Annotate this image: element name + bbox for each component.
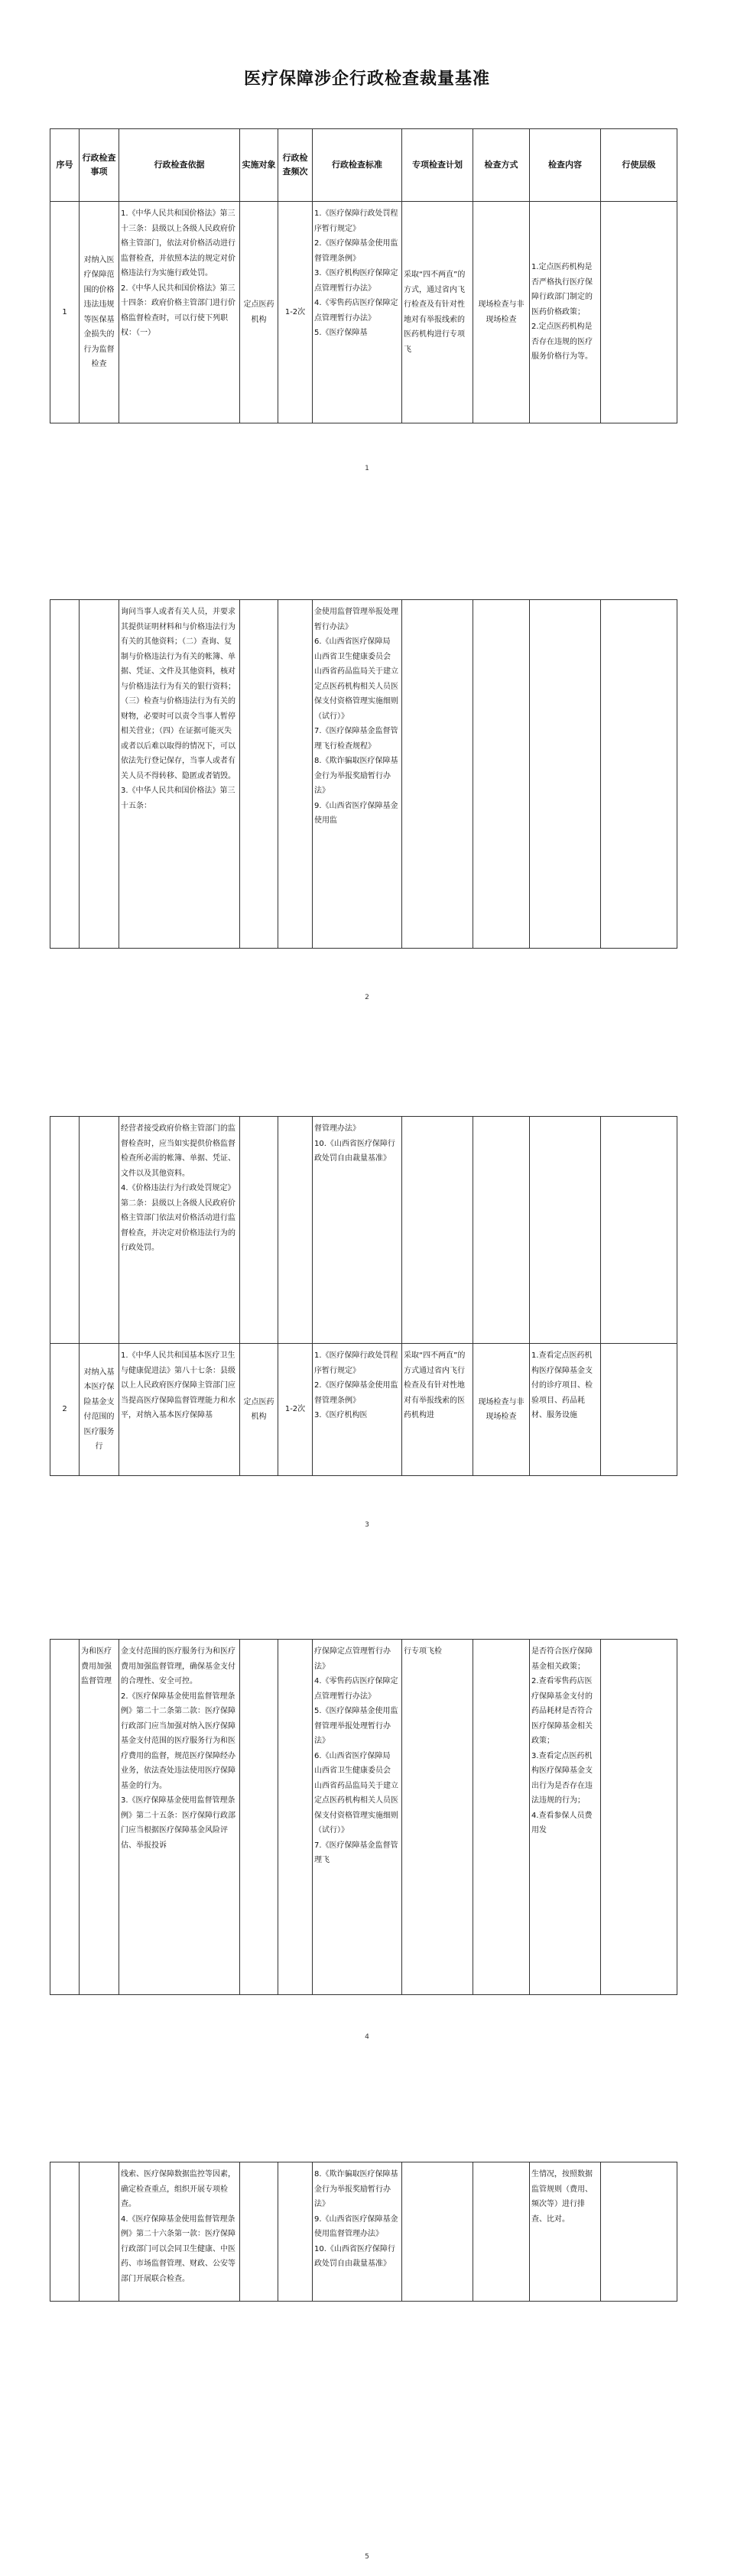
header-frequency: 行政检查频次 <box>278 129 313 202</box>
document-title: 医疗保障涉企行政检查裁量基准 <box>243 69 490 89</box>
cell-plan: 采取“四不两直”的方式，通过省内飞行检查及有针对性地对有举报线索的医药机构进行专项飞 <box>402 202 473 423</box>
table-page-5 <box>50 2162 677 2302</box>
cell-basis: 经营者接受政府价格主管部门的监督检查时，应当如实提供价格监督检查所必需的帐簿、单据、凭证、文件以及其他资料。 4.《价格违法行为行政处罚规定》第二条：县级以上各级人民政府价格主管部门依法对价格活动进行监督检查，并决定对价格违法行为的行政处罚。 <box>119 1117 240 1344</box>
cell-standard: 1.《医疗保障行政处罚程序暂行规定》 2.《医疗保障基金使用监督管理条例》 3.《医疗机构医疗保障定点管理暂行办法》 4.《零售药店医疗保障定点管理暂行办法》 5.《医疗保障基 <box>313 202 402 423</box>
cell-level <box>601 202 677 423</box>
cell-basis: 询问当事人或者有关人员，并要求其提供证明材料和与价格违法行为有关的其他资料；（二）查询、复制与价格违法行为有关的帐簿、单据、凭证、文件及其他资料，核对与价格违法行为有关的银行资料；（三）检查与价格违法行为有关的财物，必要时可以责令当事人暂停相关营业；（四）在证据可能灭失或者以后难以取得的情况下，可以依法先行登记保存，当事人或者有关人员不得转移、隐匿或者销毁。 3.《中华人民共和国价格法》第三十五条： <box>119 600 240 949</box>
table-row <box>50 1640 677 1995</box>
cell-item: 为和医疗费用加强监督管理 <box>80 1640 119 1995</box>
header-content: 检查内容 <box>530 129 601 202</box>
cell-item: 对纳入基本医疗保险基金支付范围的医疗服务行 <box>80 1344 119 1476</box>
table-page-2 <box>50 599 677 949</box>
cell-method: 现场检查与非现场检查 <box>473 1344 530 1476</box>
header-basis: 行政检查依据 <box>119 129 240 202</box>
header-level: 行使层级 <box>601 129 677 202</box>
table-row <box>50 2162 677 2302</box>
page-number: 3 <box>365 1521 369 1529</box>
table-page-4 <box>50 1639 677 1995</box>
cell-plan: 行专项飞检 <box>402 1640 473 1995</box>
cell-standard: 1.《医疗保障行政处罚程序暂行规定》 2.《医疗保障基金使用监督管理条例》 3.《医疗机构医 <box>313 1344 402 1476</box>
table-page-1 <box>50 128 677 423</box>
cell-method: 现场检查与非现场检查 <box>473 202 530 423</box>
cell-standard: 疗保障定点管理暂行办法》 4.《零售药店医疗保障定点管理暂行办法》 5.《医疗保障基金使用监督管理举报处理暂行办法》 6.《山西省医疗保障局 山西省卫生健康委员会 山西省药品监局关于建立定点医药机构相关人员医保支付资格管理实施细则（试行）》 7.《医疗保障基金监督管理飞 <box>313 1640 402 1995</box>
page-number: 4 <box>365 2033 369 2041</box>
header-row <box>50 129 677 202</box>
cell-basis: 1.《中华人民共和国基本医疗卫生与健康促进法》第八十七条：县级以上人民政府医疗保障主管部门应当提高医疗保障监督管理能力和水平，对纳入基本医疗保障基 <box>119 1344 240 1476</box>
cell-content: 是否符合医疗保障基金相关政策； 2.查看零售药店医疗保障基金支付的药品耗材是否符合医疗保障基金相关政策； 3.查看定点医药机构医疗保障基金支出行为是否存在违法违规的行为； 4.查看参保人员费用发 <box>530 1640 601 1995</box>
cell-frequency: 1-2次 <box>278 1344 313 1476</box>
table-row <box>50 202 677 423</box>
cell-plan: 采取“四不两直”的方式通过省内飞行检查及有针对性地对有举报线索的医药机构进 <box>402 1344 473 1476</box>
header-plan: 专项检查计划 <box>402 129 473 202</box>
table-row <box>50 1117 677 1344</box>
page-number: 2 <box>365 994 369 1001</box>
cell-content: 1.查看定点医药机构医疗保障基金支付的诊疗项目、检验项目、药品耗材、服务设施 <box>530 1344 601 1476</box>
header-item: 行政检查事项 <box>80 129 119 202</box>
cell-seq: 1 <box>50 202 80 423</box>
cell-target: 定点医药机构 <box>240 202 278 423</box>
cell-content: 1.定点医药机构是否严格执行医疗保障行政部门制定的医药价格政策； 2.定点医药机构是否存在违规的医疗服务价格行为等。 <box>530 202 601 423</box>
header-target: 实施对象 <box>240 129 278 202</box>
cell-content: 生情况，按照数据监管规则（费用、频次等）进行排查、比对。 <box>530 2162 601 2302</box>
cell-basis: 线索、医疗保障数据监控等因素，确定检查重点，组织开展专项检查。 4.《医疗保障基金使用监督管理条例》第二十六条第一款：医疗保障行政部门可以会同卫生健康、中医药、市场监督管理、财政、公安等部门开展联合检查。 <box>119 2162 240 2302</box>
header-seq: 序号 <box>50 129 80 202</box>
page-number: 1 <box>365 465 369 472</box>
table-row <box>50 1344 677 1476</box>
cell-standard: 督管理办法》 10.《山西省医疗保障行政处罚自由裁量基准》 <box>313 1117 402 1344</box>
cell-standard: 金使用监督管理举报处理暂行办法》 6.《山西省医疗保障局 山西省卫生健康委员会 山西省药品监局关于建立定点医药机构相关人员医保支付资格管理实施细则（试行）》 7.《医疗保障基金监督管理飞行检查规程》 8.《欺诈骗取医疗保障基金行为举报奖励暂行办法》 9.《山西省医疗保障基金使用监 <box>313 600 402 949</box>
table-page-3 <box>50 1116 677 1476</box>
cell-seq: 2 <box>50 1344 80 1476</box>
header-method: 检查方式 <box>473 129 530 202</box>
page-number: 5 <box>365 2553 369 2561</box>
cell-item: 对纳入医疗保障范围的价格违法违规等医保基金损失的行为监督检查 <box>80 202 119 423</box>
cell-basis: 金支付范围的医疗服务行为和医疗费用加强监督管理，确保基金支付的合理性、安全可控。 2.《医疗保障基金使用监督管理条例》第二十二条第二款：医疗保障行政部门应当加强对纳入医疗保障基金支付范围的医疗服务行为和医疗费用的监督，规范医疗保障经办业务，依法查处违法使用医疗保障基金的行为。 3.《医疗保障基金使用监督管理条例》第二十五条：医疗保障行政部门应当根据医疗保障基金风险评估、举报投诉 <box>119 1640 240 1995</box>
cell-frequency: 1-2次 <box>278 202 313 423</box>
cell-standard: 8.《欺诈骗取医疗保障基金行为举报奖励暂行办法》 9.《山西省医疗保障基金使用监督管理办法》 10.《山西省医疗保障行政处罚自由裁量基准》 <box>313 2162 402 2302</box>
header-standard: 行政检查标准 <box>313 129 402 202</box>
cell-basis: 1.《中华人民共和国价格法》第三十三条：县级以上各级人民政府价格主管部门，依法对价格活动进行监督检查，并依照本法的规定对价格违法行为实施行政处罚。 2.《中华人民共和国价格法》第三十四条：政府价格主管部门进行价格监督检查时，可以行使下列职权：（一） <box>119 202 240 423</box>
cell-target: 定点医药机构 <box>240 1344 278 1476</box>
table-row <box>50 600 677 949</box>
